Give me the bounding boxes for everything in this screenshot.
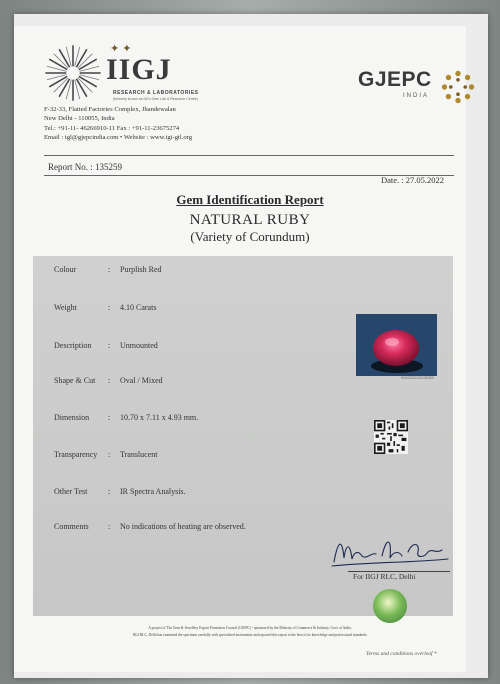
signatory-label: For IIGJ RLC, Delhi (353, 572, 416, 581)
report-number-value: 135259 (95, 162, 122, 172)
detail-separator: : (108, 341, 111, 350)
partner-name: GJEPC (358, 68, 432, 91)
brand-tagline: (formerly known as IGI's Gem Lab & Research Centre) (113, 97, 198, 101)
detail-value: IR Spectra Analysis. (120, 487, 186, 496)
detail-separator: : (108, 413, 111, 422)
detail-label: Shape & Cut (54, 376, 96, 385)
detail-value: 4.10 Carats (120, 303, 157, 312)
handwritten-signature (328, 532, 454, 572)
detail-separator: : (108, 487, 111, 496)
report-heading: Gem Identification Report (176, 192, 324, 207)
detail-label: Weight (54, 303, 77, 312)
detail-separator: : (108, 450, 111, 459)
partner-sub: INDIA (403, 93, 430, 99)
footer-line-2: IIGJ RLC, Delhi has examined the specimen carefully with specialized instruments and reported this report to the best of its knowledge and professional standards. (132, 633, 368, 637)
qr-code-icon[interactable] (374, 420, 408, 454)
terms-note: Terms and conditions overleaf * (366, 651, 437, 657)
gem-photo (356, 314, 437, 376)
gem-photo-caption: IIGJ/2022/13/135259 (401, 376, 434, 380)
report-number-label: Report No. : (48, 162, 93, 172)
report-number (48, 162, 122, 172)
diamond-marks-icon: ✦✦ (110, 43, 135, 55)
address-line: Tel.: +91-11- 46266910-11 Fax : +91-11-23675274 (44, 124, 180, 132)
detail-separator: : (108, 265, 111, 274)
detail-value: Oval / Mixed (120, 376, 163, 385)
gjepc-emblem-icon (440, 69, 476, 105)
ruby-gem-image (356, 314, 437, 376)
detail-label: Comments (54, 522, 89, 531)
footer-line-1: A project of The Gem & Jewellery Export Promotion Council (GJEPC) - sponsored by the Ministry of Commerce & Industry, Govt. of India. (148, 626, 352, 630)
address-line: F-32-33, Flatted Factories Complex, Jhandewalan (44, 106, 176, 113)
header-divider (44, 155, 454, 156)
detail-value: No indications of heating are observed. (120, 522, 246, 531)
detail-label: Transparency (54, 450, 98, 459)
report-date (381, 175, 444, 185)
detail-separator: : (108, 303, 111, 312)
detail-value: Purplish Red (120, 265, 162, 274)
brand-subtitle: RESEARCH & LABORATORIES (113, 90, 199, 96)
hologram-seal-icon (373, 589, 407, 623)
report-title: NATURAL RUBY (189, 212, 311, 228)
detail-label: Description (54, 341, 92, 350)
lab-address (44, 105, 192, 142)
report-date-label: Date. : (381, 175, 404, 185)
detail-separator: : (108, 376, 111, 385)
detail-separator: : (108, 522, 111, 531)
address-line: Email : tgl@gjepcindia.com • Website : www.igi-gtl.org (44, 133, 193, 141)
brand-name: IIGJ (106, 53, 172, 86)
address-line: New Delhi - 110055, India (44, 115, 115, 123)
report-variety: (Variety of Corundum) (190, 229, 310, 244)
detail-value: Translucent (120, 450, 158, 459)
detail-value: Unmounted (120, 341, 158, 350)
report-date-value: 27.05.2022 (405, 175, 445, 185)
starburst-logo-icon (44, 44, 102, 102)
detail-value: 10.70 x 7.11 x 4.93 mm. (120, 413, 199, 422)
detail-label: Colour (54, 265, 77, 274)
detail-label: Other Test (54, 487, 88, 496)
detail-label: Dimension (54, 413, 90, 422)
